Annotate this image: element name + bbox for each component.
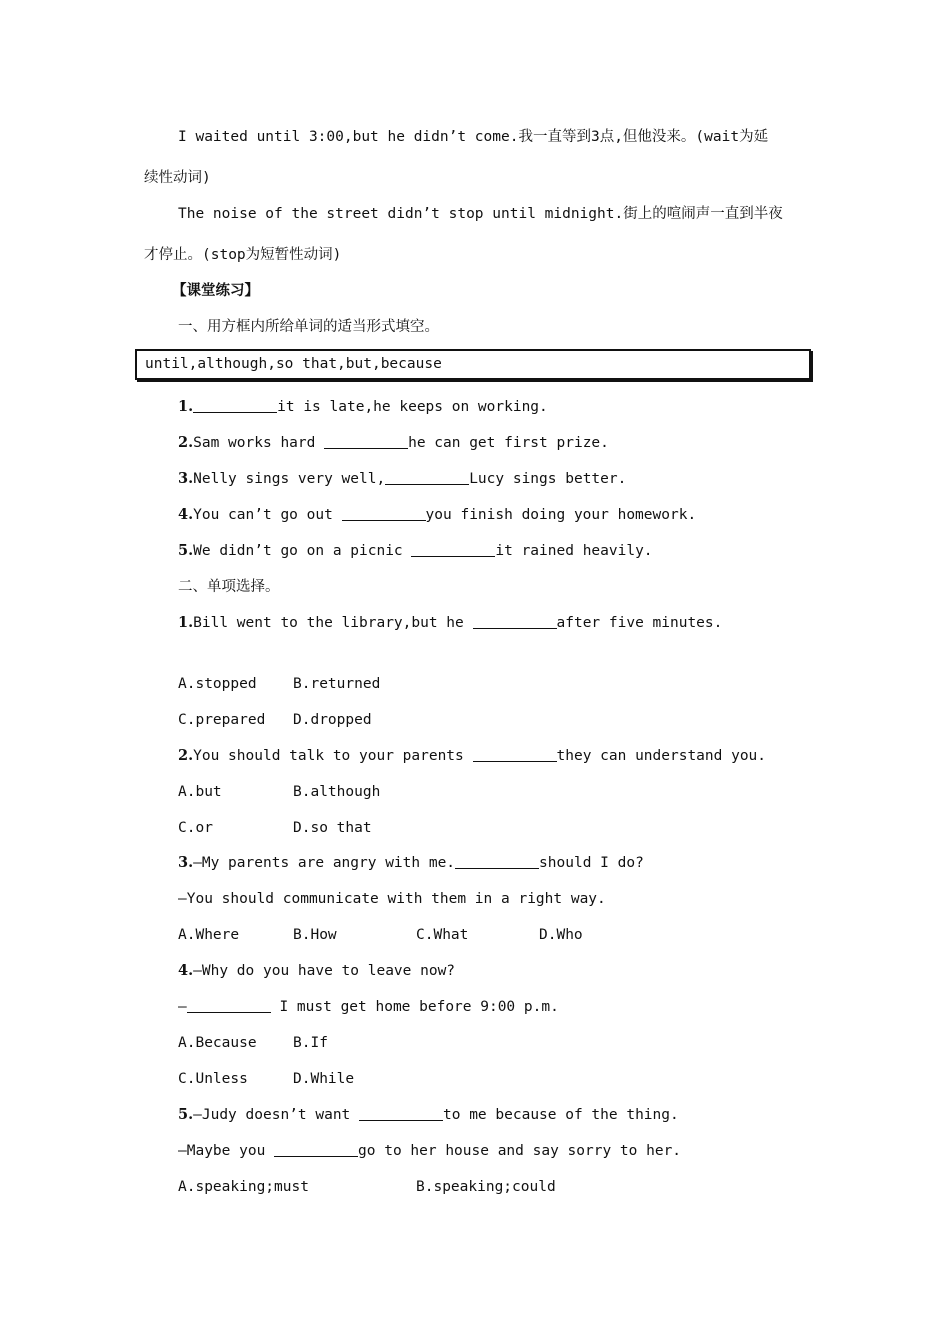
question-text: Bill went to the library,but he (193, 615, 473, 631)
question-text: after five minutes. (556, 615, 723, 631)
item-number: 4. (178, 506, 194, 523)
question-text: I must get home before 9:00 p.m. (270, 999, 559, 1015)
option-c[interactable]: C.Unless (178, 1071, 248, 1087)
question-text: —Maybe you (178, 1143, 275, 1159)
option-d[interactable]: D.While (293, 1071, 355, 1087)
item-text: You can’t go out (193, 507, 342, 523)
part2-title: 二、单项选择。 (178, 579, 280, 595)
part1-title: 一、用方框内所给单词的适当形式填空。 (178, 319, 439, 335)
option-c[interactable]: C.What (416, 927, 469, 943)
choice-question-1 (178, 613, 722, 633)
question-text: to me because of the thing. (443, 1107, 679, 1123)
question-text: go to her house and say sorry to her. (358, 1143, 682, 1159)
item-number: 3. (178, 854, 194, 871)
option-b[interactable]: B.although (293, 784, 381, 800)
item-text: Sam works hard (193, 435, 325, 451)
question-text: —Why do you have to leave now? (193, 963, 456, 979)
fill-item-1 (178, 397, 548, 417)
word-box (135, 349, 811, 380)
option-a[interactable]: A.Because (178, 1035, 257, 1051)
question-text: they can understand you. (556, 748, 767, 764)
answer-blank[interactable] (473, 613, 557, 629)
fill-item-4 (178, 505, 696, 525)
item-text: We didn’t go on a picnic (193, 543, 412, 559)
question-text: should I do? (539, 855, 644, 871)
example-2-cont: 才停止。(stop为短暂性动词) (144, 247, 342, 263)
item-number: 2. (178, 747, 194, 764)
example-1-cont: 续性动词) (144, 170, 211, 186)
answer-blank[interactable] (187, 997, 271, 1013)
answer-blank[interactable] (385, 469, 469, 485)
answer-blank[interactable] (342, 505, 426, 521)
question-5-response (178, 1141, 681, 1161)
choice-question-5 (178, 1105, 679, 1125)
example-2-english: The noise of the street didn’t stop until midnight. (178, 206, 624, 222)
option-b[interactable]: B.If (293, 1035, 328, 1051)
option-b[interactable]: B.returned (293, 676, 381, 692)
example-2-chinese: 街上的喧闹声一直到半夜 (623, 206, 783, 222)
question-4-response (178, 997, 559, 1017)
option-b[interactable]: B.How (293, 927, 337, 943)
item-number: 1. (178, 614, 194, 631)
choice-question-3 (178, 853, 644, 873)
option-c[interactable]: C.or (178, 820, 213, 836)
item-number: 1. (178, 398, 194, 415)
option-d[interactable]: D.so that (293, 820, 372, 836)
fill-item-5 (178, 541, 653, 561)
option-a[interactable]: A.but (178, 784, 222, 800)
item-number: 5. (178, 1106, 194, 1123)
example-1-english: I waited until 3:00,but he didn’t come. (178, 129, 519, 145)
item-number: 4. (178, 962, 194, 979)
choice-question-2 (178, 746, 766, 766)
word-box-text: until,although,so that,but,because (145, 356, 442, 372)
item-text: it rained heavily. (495, 543, 653, 559)
option-a[interactable]: A.stopped (178, 676, 257, 692)
item-text: you finish doing your homework. (425, 507, 697, 523)
option-b[interactable]: B.speaking;could (416, 1179, 556, 1195)
example-2 (178, 204, 783, 224)
item-text: Nelly sings very well, (193, 471, 386, 487)
fill-item-2 (178, 433, 609, 453)
section-title: 【课堂练习】 (172, 283, 259, 299)
answer-blank[interactable] (473, 746, 557, 762)
answer-blank[interactable] (411, 541, 495, 557)
example-1 (178, 127, 768, 147)
item-number: 5. (178, 542, 194, 559)
item-text: it is late,he keeps on working. (277, 399, 548, 415)
option-d[interactable]: D.Who (539, 927, 583, 943)
option-d[interactable]: D.dropped (293, 712, 372, 728)
answer-blank[interactable] (324, 433, 408, 449)
item-text: he can get first prize. (408, 435, 609, 451)
item-number: 2. (178, 434, 194, 451)
answer-blank[interactable] (359, 1105, 443, 1121)
question-text: — (178, 999, 187, 1015)
question-3-response: —You should communicate with them in a right way. (178, 891, 606, 907)
item-text: Lucy sings better. (469, 471, 627, 487)
option-a[interactable]: A.Where (178, 927, 240, 943)
question-text: You should talk to your parents (193, 748, 473, 764)
answer-blank[interactable] (193, 397, 277, 413)
option-c[interactable]: C.prepared (178, 712, 266, 728)
question-text: —My parents are angry with me. (193, 855, 456, 871)
option-a[interactable]: A.speaking;must (178, 1179, 309, 1195)
item-number: 3. (178, 470, 194, 487)
fill-item-3 (178, 469, 626, 489)
choice-question-4 (178, 961, 455, 981)
answer-blank[interactable] (274, 1141, 358, 1157)
answer-blank[interactable] (455, 853, 539, 869)
question-text: —Judy doesn’t want (193, 1107, 360, 1123)
example-1-chinese: 我一直等到3点,但他没来。(wait为延 (518, 129, 769, 145)
